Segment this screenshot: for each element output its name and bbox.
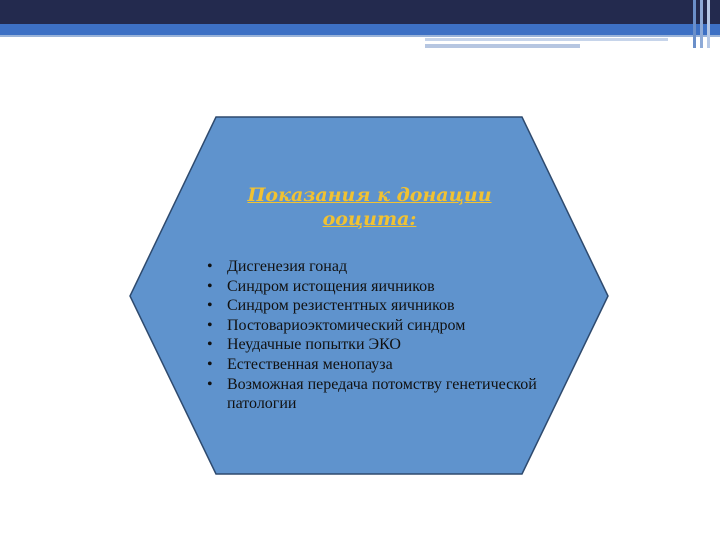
indications-list (207, 257, 547, 414)
bullet-icon: • (207, 297, 213, 315)
list-item-text: Естественная менопауза (227, 355, 393, 373)
list-item (207, 335, 547, 355)
bullet-icon: • (207, 336, 213, 354)
list-item (207, 316, 547, 336)
bullet-icon: • (207, 375, 213, 393)
list-item-text: Синдром резистентных яичников (227, 297, 455, 315)
hexagon-title: Показания к донации ооцита: (247, 184, 492, 230)
list-item-text: Дисгенезия гонад (227, 258, 348, 275)
list-item (207, 296, 547, 316)
list-item (207, 375, 547, 414)
bullet-icon: • (207, 258, 213, 275)
bullet-icon: • (207, 355, 213, 373)
list-item-text: Синдром истощения яичников (227, 277, 435, 295)
list-item (207, 277, 547, 297)
list-item-text: Постовариоэктомический синдром (227, 316, 466, 334)
list-item-text: Возможная передача потомству генетической патологии (227, 375, 537, 413)
list-item-text: Неудачные попытки ЭКО (227, 336, 401, 354)
bullet-icon: • (207, 277, 213, 295)
bullet-icon: • (207, 316, 213, 334)
list-item (207, 355, 547, 375)
list-item (207, 257, 547, 277)
